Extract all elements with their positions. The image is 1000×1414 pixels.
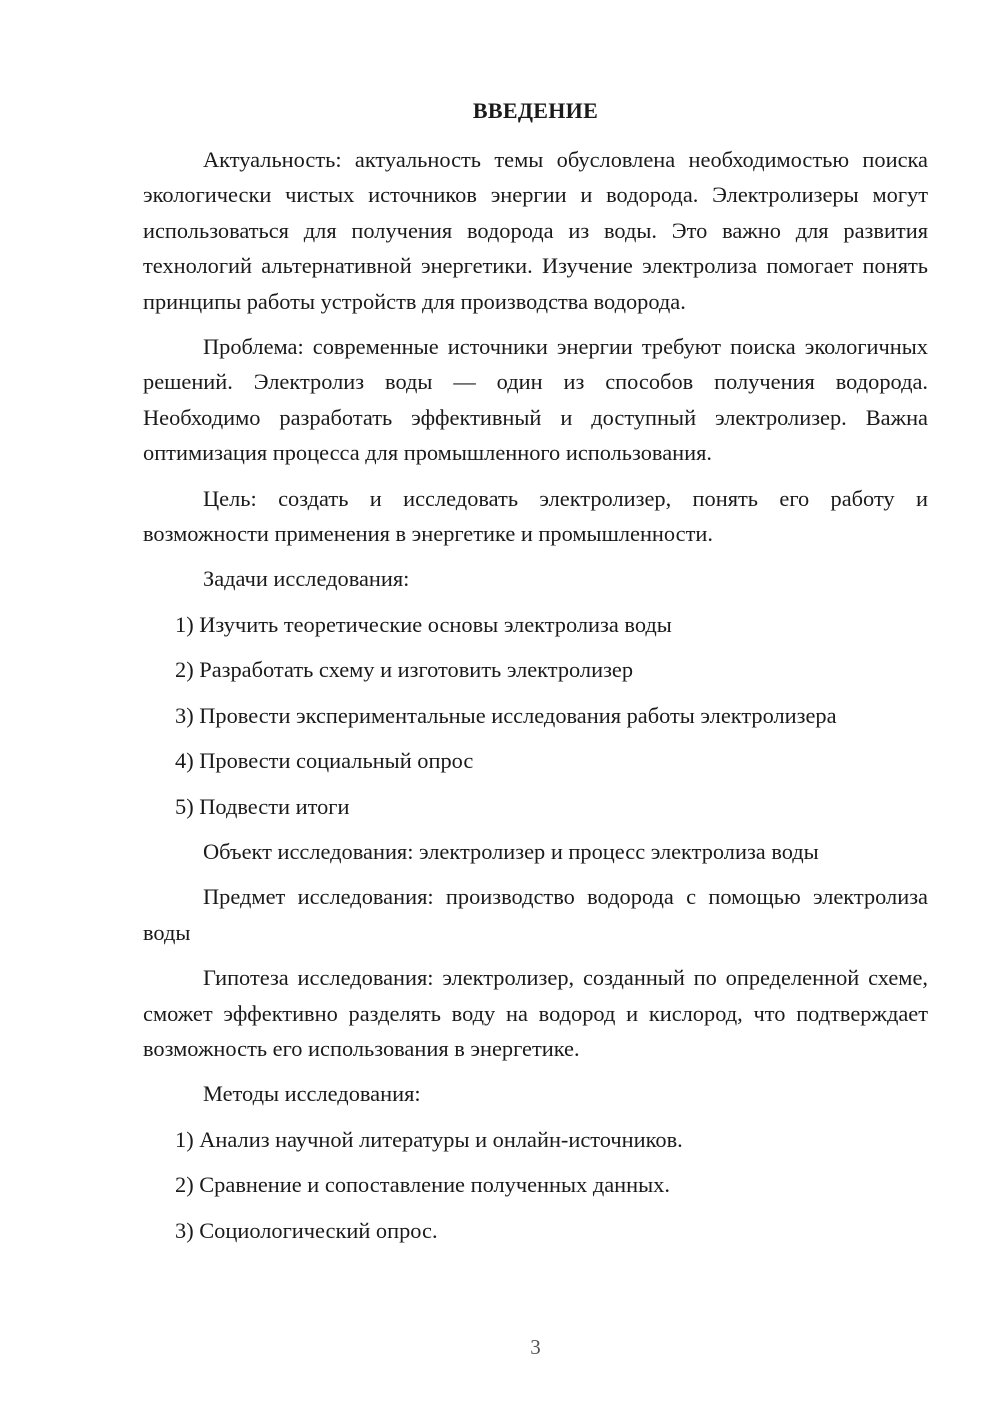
methods-heading: Методы исследования: bbox=[203, 1081, 421, 1107]
list-item: 5) Подвести итоги bbox=[175, 793, 350, 819]
list-item: 2) Сравнение и сопоставление полученных данных. bbox=[175, 1172, 670, 1198]
goal-paragraph: Цель: создать и исследовать электролизер, понять его работу и возможности применения в энергетике и промышленности. bbox=[143, 485, 928, 547]
hypothesis-paragraph: Гипотеза исследования: электролизер, созданный по определенной схеме, сможет эффективно разделять воду на водород и кислород, что подтверждает возможность его использования в энергетике. bbox=[143, 965, 928, 1061]
list-item: 2) Разработать схему и изготовить электролизер bbox=[175, 657, 634, 683]
tasks-list bbox=[143, 607, 928, 824]
list-item: 3) Социологический опрос. bbox=[175, 1217, 438, 1243]
object-paragraph: Объект исследования: электролизер и процесс электролиза воды bbox=[203, 838, 819, 864]
list-item: 4) Провести социальный опрос bbox=[175, 748, 474, 774]
page-title: ВВЕДЕНИЕ bbox=[472, 98, 599, 123]
document-body bbox=[143, 142, 928, 1248]
page-number: 3 bbox=[530, 1335, 541, 1359]
subject-paragraph: Предмет исследования: производство водорода с помощью электролиза воды bbox=[143, 884, 928, 945]
problem-paragraph: Проблема: современные источники энергии требуют поиска экологичных решений. Электролиз воды — один из способов получения водорода. Необходимо разработать эффективный и доступный электролизер. Важна оптимизация процесса для промышленного использования. bbox=[143, 334, 928, 466]
list-item: 1) Анализ научной литературы и онлайн-источников. bbox=[175, 1126, 683, 1152]
relevance-paragraph: Актуальность: актуальность темы обусловлена необходимостью поиска экологически чистых источников энергии и водорода. Электролизеры могут использоваться для получения водорода из воды. Это важно для развития технологий альтернативной энергетики. Изучение электролиза помогает понять принципы работы устройств для производства водорода. bbox=[143, 147, 928, 314]
list-item: 3) Провести экспериментальные исследования работы электролизера bbox=[175, 702, 837, 728]
list-item: 1) Изучить теоретические основы электролиза воды bbox=[175, 611, 672, 637]
document-page bbox=[143, 0, 928, 1414]
methods-list bbox=[143, 1122, 928, 1248]
tasks-heading: Задачи исследования: bbox=[203, 566, 410, 592]
